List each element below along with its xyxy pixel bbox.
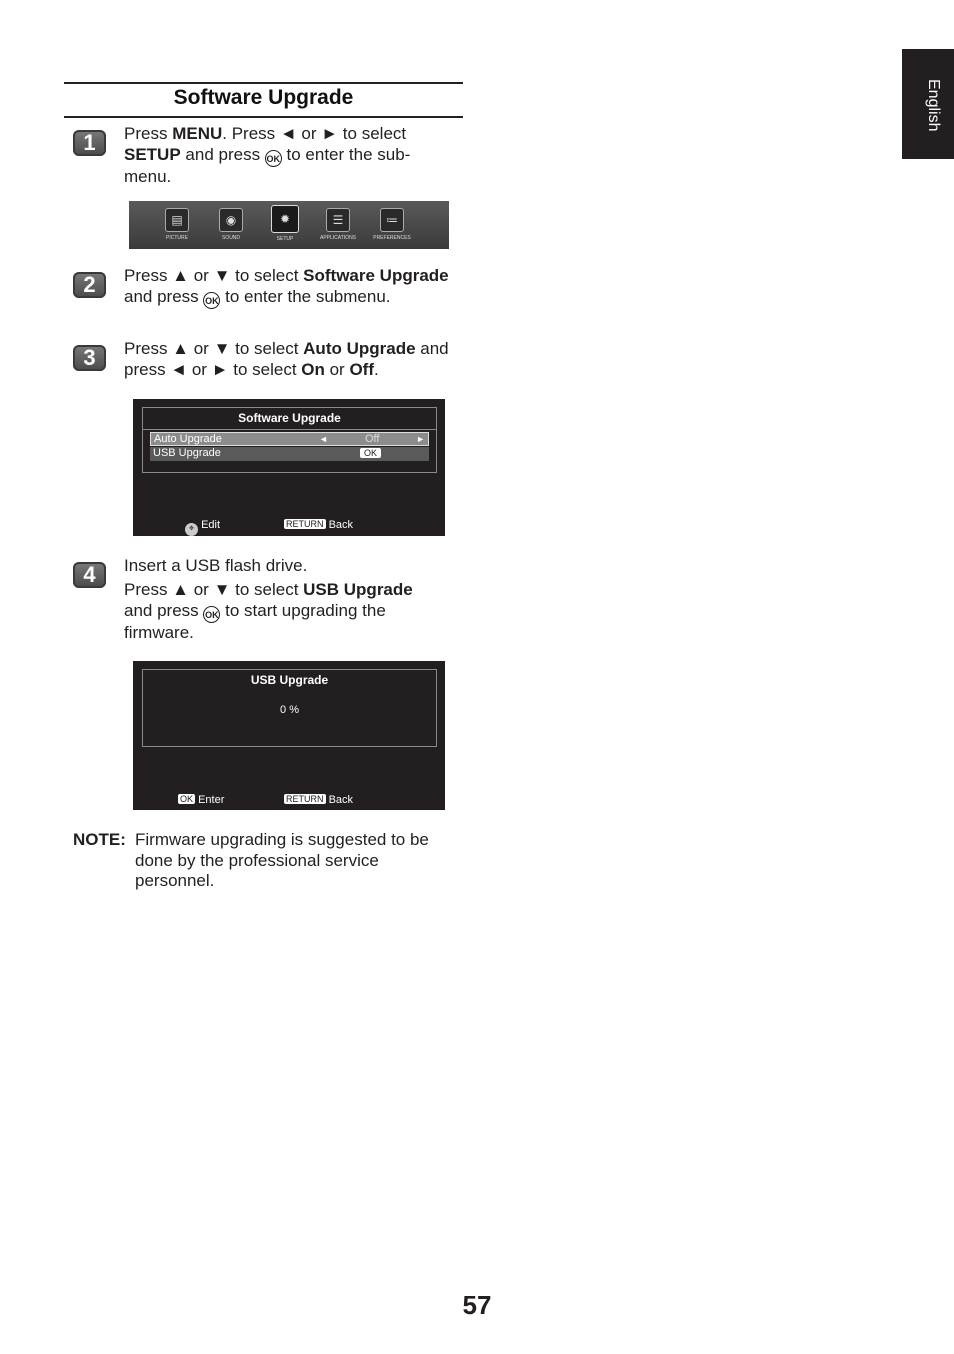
navigation-pad-icon: ✥ [185, 523, 198, 536]
gear-icon: ✹ [271, 205, 299, 233]
usb-upgrade-screen [133, 661, 445, 810]
return-key-badge: RETURN [286, 794, 324, 804]
title-rule-bottom [64, 116, 463, 118]
auto-upgrade-row[interactable]: Auto Upgrade ◄ Off ► [150, 432, 429, 446]
note-label: NOTE: [73, 830, 126, 849]
ok-button-icon: OK [203, 606, 220, 623]
step-2-badge: 2 [73, 272, 106, 298]
ok-button-icon: OK [265, 150, 282, 167]
usb-upgrade-row[interactable]: USB Upgrade OK [150, 447, 429, 461]
page-number: 57 [462, 1290, 492, 1320]
upgrade-progress: 0 % [280, 704, 299, 716]
section-title: Software Upgrade [173, 86, 354, 109]
arrow-left-icon[interactable]: ◄ [319, 434, 328, 444]
preferences-icon: ≔ [380, 208, 404, 232]
step-2-text: Press ▲ or ▼ to select Software Upgrade and press OK to enter the submenu. [124, 266, 454, 309]
applications-icon: ☰ [326, 208, 350, 232]
footer-back-hint: RETURN Back [286, 519, 354, 531]
language-tab-label: English [925, 79, 942, 132]
step-1-text: Press MENU. Press ◄ or ► to select SETUP and press OK to enter the sub-menu. [124, 124, 411, 186]
software-upgrade-panel [142, 407, 437, 473]
ok-key-badge: OK [180, 794, 194, 804]
arrow-right-icon[interactable]: ► [416, 434, 425, 444]
step-3-text: Press ▲ or ▼ to select Auto Upgrade and press ◄ or ► to select On or Off. [124, 339, 449, 379]
ok-key-badge: OK [360, 448, 381, 458]
main-menu-bar [129, 201, 449, 249]
menu-item-picture[interactable]: ▤ PICTURE [152, 208, 202, 241]
footer-enter-hint: OK Enter [180, 794, 225, 806]
step-4-text: Press ▲ or ▼ to select USB Upgrade and press OK to start upgrading the firmware. [124, 580, 413, 642]
footer-edit-hint: ✥ Edit [185, 519, 220, 536]
return-key-badge: RETURN [286, 519, 324, 529]
language-tab [902, 49, 954, 159]
menu-item-applications[interactable]: ☰ APPLICATIONS [313, 208, 363, 241]
usb-upgrade-panel [142, 669, 437, 747]
note-text: Firmware upgrading is suggested to be done by the professional service personnel. [135, 830, 429, 890]
menu-item-setup[interactable]: ✹ SETUP [260, 208, 310, 242]
picture-icon: ▤ [165, 208, 189, 232]
sound-icon: ◉ [219, 208, 243, 232]
title-rule-top [64, 82, 463, 84]
menu-item-sound[interactable]: ◉ SOUND [206, 208, 256, 241]
step-4-badge: 4 [73, 562, 106, 588]
step-4-line1: Insert a USB flash drive. [124, 556, 308, 575]
menu-item-preferences[interactable]: ≔ PREFERENCES [367, 208, 417, 241]
software-upgrade-screen [133, 399, 445, 536]
screen-title: Software Upgrade [238, 411, 341, 425]
screen-title: USB Upgrade [250, 673, 329, 687]
footer-back-hint: RETURN Back [286, 794, 354, 806]
step-1-badge: 1 [73, 130, 106, 156]
ok-button-icon: OK [203, 292, 220, 309]
step-3-badge: 3 [73, 345, 106, 371]
